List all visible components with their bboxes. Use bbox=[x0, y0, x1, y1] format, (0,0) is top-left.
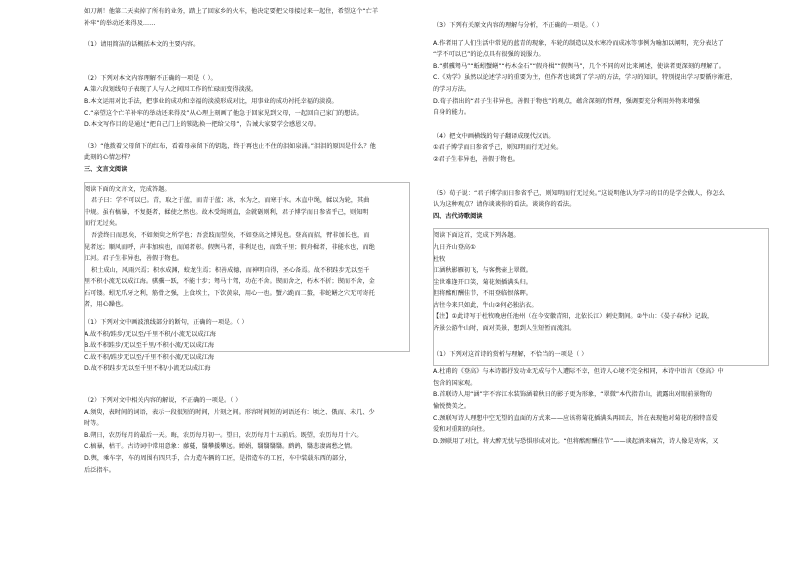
left-column bbox=[84, 0, 410, 476]
poem-line: 江涵秋影雁初飞，与客携壶上翠微。 bbox=[433, 267, 532, 275]
option-line: B.朔日，农历每月的最后一天。晦，农历每月初一。望日，农历每月十五前后。既望，农历每月十六。 bbox=[84, 431, 363, 439]
option-line: B.本文运用对比手法，把事业的成功和幸福的淡漠形成对比，用事业的成功衬托幸福的淡漠。 bbox=[84, 97, 338, 105]
reading-prompt: 阅读下面的文言文，完成答题。 bbox=[84, 185, 171, 193]
passage-line: 见者远；顺风而呼，声非加疾也，而闻者彰。假舆马者，非利足也，而致千里；假舟楫者，非能水也，而绝 bbox=[84, 243, 375, 251]
passage-line: 君子曰：学不可以已。青，取之于蓝，而青于蓝；冰，水为之，而寒于水。木直中绳，輮以为轮，其曲 bbox=[91, 197, 370, 205]
poem-line: 古往今来只如此，牛山②何必独沾衣。 bbox=[433, 301, 538, 309]
option-line: D.故不积跬步无以至千里不积/小流无以成江海 bbox=[84, 365, 211, 373]
translation-item: ①君子博学而日参省乎己，则知明而行无过矣。 bbox=[433, 144, 563, 152]
poem-title: 九日齐山登高① bbox=[433, 243, 476, 251]
option-line: 爱和对重阳的向往。 bbox=[433, 426, 489, 434]
question-4-stem: （4）把文中画横线的句子翻译成现代汉语。 bbox=[433, 132, 555, 140]
question-5: （5）荀子说：“君子博学而日参省乎己，则知明而行无过矣。”这说明他认为学习的目的是学会做人，你怎么 bbox=[433, 189, 725, 197]
option-line: C.槁暴，枯干。古诗词中常用意象：藤蔓，翳攀援攀远。婵娟，翳翳翳翳。鹧鸪，翳悲凄离愁之情。 bbox=[84, 443, 357, 451]
poem-prompt: 阅读下面这首，完成下列各题。 bbox=[433, 232, 520, 240]
option-line: A.须臾，表时间的词语，表示一段很短的时间，片刻之间。形容时间短的词语还有：顷之、俄而、未几、少 bbox=[84, 408, 375, 416]
poem-line: 尘世难逢开口笑，菊花须插满头归。 bbox=[433, 278, 532, 286]
translation-item: ②君子生非异也，善假于物也。 bbox=[433, 155, 519, 163]
question-3: 此刻的心情怎样？ bbox=[84, 154, 134, 162]
passage-line: 吾尝终日而思矣，不如须臾之所学也；吾尝跂而望矣，不如登高之博见也。登高而招，臂非加长也，而 bbox=[91, 231, 370, 239]
option-line: 愉悦赞美之。 bbox=[433, 403, 471, 411]
question-3: （3）“他拨着父母留下的红布，看着母亲留下的钥匙，终于再也止不住的泪如泉涌。”泪泪的原因是什么？他 bbox=[84, 142, 376, 150]
option-line: 后泛指车。 bbox=[84, 466, 115, 474]
passage-line: 积土成山，风雨兴焉；积水成渊，蛟龙生焉；积善成德，而神明自得，圣心备焉。故不积跬步无以至千 bbox=[91, 266, 370, 274]
intro-line: 补牢”的举动还来得及…… bbox=[84, 19, 156, 27]
option-line: B.“骐骥驽马”“蚯蚓蟹鳝”“朽木金石”“假舟楫”“假舆马”，几个不同的对比来阐述，使读者更深刻的理解了。 bbox=[433, 62, 725, 70]
option-line: C.颈联写诗人理想中空无望的直面的方式来——应该将菊花插满头再回去，旨在表现他对菊花的独特喜爱 bbox=[433, 414, 718, 422]
right-column bbox=[433, 0, 769, 447]
section-title: 三、文言文阅读 bbox=[84, 165, 128, 173]
question-a2-stem: （2）下列对文中相关内容的解说，不正确的一项是。（ ） bbox=[84, 397, 242, 405]
section-title: 四、古代诗歌阅读 bbox=[433, 212, 483, 220]
option-line: 包含的国家观。 bbox=[433, 379, 477, 387]
passage-line: 者，用心躁也。 bbox=[84, 301, 128, 309]
option-line: D.荀子指出的“君子生非异也，善假于物也”的观点，蕴含深刻的哲理，强调要充分利用外物来增强 bbox=[433, 97, 700, 105]
option-line: C.故不积/跬步无以至/千里不积小流/无以成江海 bbox=[84, 353, 215, 361]
passage-line: 而行无过矣。 bbox=[84, 220, 122, 228]
option-line: C.《劝学》虽然以论述学习的重要为主，但作者也谈到了学习的方法，学习的知识，特别提出学习要循序渐进， bbox=[433, 74, 737, 82]
poem-author: 杜牧 bbox=[433, 255, 446, 263]
poem-note: 【注】①此诗写于杜牧晚唐任池州（在今安徽青阳，北依长江）刺史期间。②牛山：《晏子春秋》记载， bbox=[433, 313, 714, 321]
option-line: A.作者用了人们生活中常见的蓝青的现象，车轮的制造以及水寒冷而成冰等事例为喻加以阐明，充分表达了 bbox=[433, 39, 724, 47]
question-5: 认为这种观点？请你谈谈你的看法。谈谈你的看法。 bbox=[433, 201, 576, 209]
option-line: “学不可以已”的论点具有很强的说服力。 bbox=[433, 51, 545, 59]
option-line: C.“亲望这个亡羊补牢的举动还来得及”从心理上刻画了他急于回家见到父母，一起回自己家门的想法。 bbox=[84, 109, 363, 117]
option-line: 时等。 bbox=[84, 420, 103, 428]
option-line: 自身的能力。 bbox=[433, 109, 471, 117]
intro-line: 如刀割！他第二天卖掉了所有的业务，踏上了回家乡的火车，他决定要把父母接过来一起住，希望这个“亡羊 bbox=[84, 8, 379, 15]
option-line: D.本文写作目的是通过“把自己门上的锁匙换一把给父母”，告诫大家要学会感恩父母。 bbox=[84, 121, 320, 129]
option-line: D.舆，乘车字，车的周围有四只手，合力造车辆的工匠，是指造车的工匠，车中装载东西的部分， bbox=[84, 455, 351, 462]
question-p1-stem: （1）下列对这首诗的赏析与理解，不恰当的一项是（ ） bbox=[433, 350, 588, 358]
question-1: （1）请用简洁的话概括本文的主要内容。 bbox=[84, 41, 200, 49]
option-line: D.颈联用了对比，将大醉无忧与恐惧形成对比。“但将酩酊酬佳节”——谈起酒来痛苦，诗人像是劝客，又 bbox=[433, 437, 719, 445]
passage-line: 中规。虽有槁暴，不复挺者，輮使之然也。故木受绳则直，金就砺则利，君子博学而日参省乎己，则知明 bbox=[84, 208, 369, 216]
poem-box bbox=[433, 228, 769, 366]
option-line: B.故不积跬步/无以至千里/不积小流/无以成江海 bbox=[84, 342, 215, 350]
option-line: A.第六段划线句子表现了人与人之间因工作的忙碌而变得淡漠。 bbox=[84, 86, 258, 94]
poem-line: 但将酩酊酬佳节，不用登临恨落晖。 bbox=[433, 290, 532, 298]
passage-line: 石可镂。蚓无爪牙之利，筋骨之强，上食埃土，下饮黄泉，用心一也。蟹六跪而二螯，非蛇鳝之穴无可寄托 bbox=[84, 289, 375, 297]
option-line: A.故不积/跬步/无以至/千里不积/小流无以成江海 bbox=[84, 330, 216, 338]
question-a1-stem: （1）下列对文中画波浪线部分的断句，正确的一项是。（ ） bbox=[84, 319, 248, 327]
passage-line: 江河。君子生非异也，善假于物也。 bbox=[84, 255, 183, 263]
question-2-stem: （2）下列对本文内容理解不正确的一项是（ ）。 bbox=[84, 74, 217, 82]
option-line: 的学习方法。 bbox=[433, 85, 471, 93]
poem-note: 齐景公游牛山时，面对美景，想到人生短暂而流泪。 bbox=[433, 325, 576, 333]
passage-box bbox=[84, 182, 410, 352]
option-line: A.杜甫的《登高》与本诗都抒发功业无成与个人遭际不幸，但诗人心境不完全相同，本诗中语言《登高》中 bbox=[433, 368, 724, 376]
question-3-stem: （3）下列有关原文内容的理解与分析，不正确的一项是。（ ） bbox=[433, 22, 603, 29]
passage-line: 里不积小流无以成江海。骐骥一跃，不能十步；驽马十驾，功在不舍。锲而舍之，朽木不折；锲而不舍，金 bbox=[84, 278, 375, 286]
option-line: B.首联诗人用“涵”字不容江水装饰涵着秋日的影子更为形象，“翠微”本代指青山，流露出对眼前景物的 bbox=[433, 391, 712, 399]
